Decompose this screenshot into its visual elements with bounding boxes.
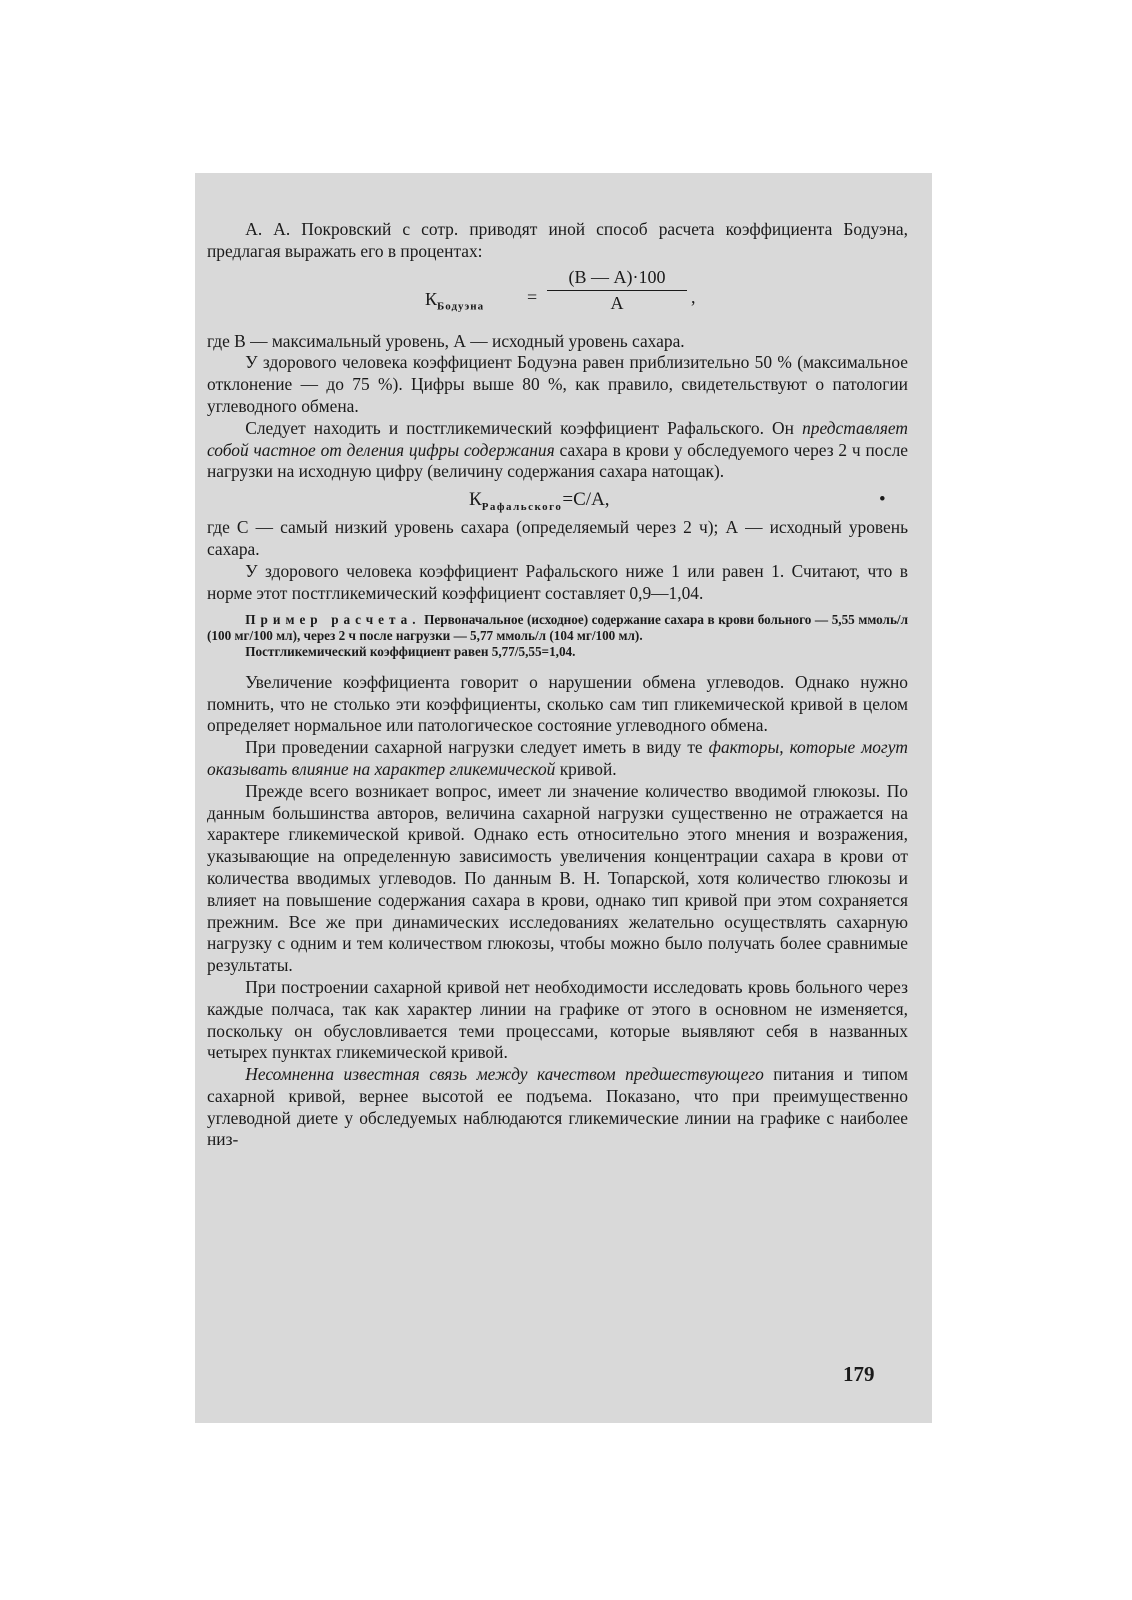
page-number: 179: [843, 1362, 875, 1386]
example-paragraph: [207, 612, 908, 644]
formula-baudouin-lhs: [425, 289, 484, 313]
rafalsky-intro-start: Следует находить и постгликемический коэффициент Рафальского. Он: [245, 417, 803, 438]
formula-baudouin-denominator: А: [610, 292, 624, 313]
calculation-example: [207, 612, 908, 659]
paragraph-sugar-curve: При построении сахарной кривой нет необходимости исследовать кровь больного через каждые полчаса, так как характер линии на графике от этого в основном не изменяется, поскольку он обусловливается теми процессами, которые выявляют себя в названных четырех пунктах гликемической кривой.: [207, 976, 908, 1063]
formula-rafalsky-expression: [469, 489, 610, 513]
rafalsky-intro-italic: представляет собой частное от деления цифры содержания: [207, 417, 908, 460]
rafalsky-intro-end: сахара в крови у обследуемого через 2 ч после нагрузки на исходную цифру (величину содержания сахара натощак).: [207, 439, 908, 482]
formula-rafalsky: [207, 483, 908, 517]
page-body: [207, 219, 908, 1151]
load-factors-italic: факторы, которые могут оказывать влияние на характер гликемической: [207, 737, 908, 779]
formula-rafalsky-rhs: =С/А,: [562, 489, 610, 511]
example-label: Пример расчета.: [245, 612, 421, 628]
paragraph-rafalsky-norm: У здорового человека коэффициент Рафальского ниже 1 или равен 1. Считают, что в норме этот постгликемический коэффициент составляет 0,9—1,04.: [207, 560, 908, 603]
load-factors-end: кривой.: [555, 758, 617, 779]
paragraph-load-factors: [207, 737, 908, 781]
paragraph-variables-c-a: где С — самый низкий уровень сахара (определяемый через 2 ч); А — исходный уровень сахара.: [207, 517, 908, 559]
book-page: [195, 173, 932, 1423]
example-text: Первоначальное (исходное) содержание сахара в крови больного — 5,55 ммоль/л (100 мг/100 мл), через 2 ч после нагрузки — 5,77 ммоль/л (104 мг/100 мл).: [207, 612, 908, 644]
load-factors-start: При проведении сахарной нагрузки следует иметь в виду те: [245, 737, 709, 758]
formula-baudouin: [207, 263, 908, 331]
formula-baudouin-numerator: (В — А)·100: [568, 266, 666, 287]
paragraph-rafalsky-intro: [207, 418, 908, 483]
formula-baudouin-fraction: [547, 267, 687, 314]
formula-baudouin-equals: =: [527, 286, 538, 307]
example-result: Постгликемический коэффициент равен 5,77/5,55=1,04.: [245, 643, 576, 659]
paragraph-baudouin-norm: У здорового человека коэффициент Бодуэна равен приблизительно 50 % (максимальное отклонение — до 75 %). Цифры выше 80 %, как правило, свидетельствуют о патологии углеводного обмена.: [207, 352, 908, 416]
paragraph-coefficient-increase: Увеличение коэффициента говорит о нарушении обмена углеводов. Однако нужно помнить, что не столько эти коэффициенты, сколько сам тип гликемической кривой в целом определяет нормальное или патологическое состояние углеводного обмена.: [207, 671, 908, 736]
paragraph-pokrovsky: А. А. Покровский с сотр. приводят иной способ расчета коэффициента Бодуэна, предлагая выражать его в процентах:: [207, 219, 908, 261]
formula-rafalsky-subscript: Рафальского: [481, 500, 563, 513]
formula-baudouin-comma: ,: [691, 286, 696, 307]
nutrition-rest: питания и типом сахарной кривой, вернее высотой ее подъема. Показано, что при преимущественно углеводной диете у обследуемых наблюдаются гликемические линии на графике с наиболее низ-: [207, 1064, 908, 1150]
paragraph-variables-b-a: где В — максимальный уровень, А — исходный уровень сахара.: [207, 330, 685, 351]
nutrition-italic: Несомненна известная связь между качеством предшествующего: [245, 1064, 764, 1085]
formula-rafalsky-symbol: К: [469, 489, 482, 511]
stray-dot-mark: •: [879, 489, 886, 511]
formula-baudouin-symbol: К: [425, 288, 438, 309]
paragraph-glucose-amount: Прежде всего возникает вопрос, имеет ли значение количество вводимой глюкозы. По данным большинства авторов, величина сахарной нагрузки существенно не отражается на характере гликемической кривой. Однако есть относительно этого мнения и возражения, указывающие на определенную зависимость увеличения концентрации сахара в крови от количества вводимых углеводов. По данным В. Н. Топарской, хотя количество глюкозы и влияет на повышение содержания сахара в крови, однако тип кривой при этом сохраняется прежним. Все же при динамических исследованиях желательно осуществлять сахарную нагрузку с одним и тем количеством глюкозы, чтобы можно было получать более сравнимые результаты.: [207, 780, 908, 976]
formula-baudouin-subscript: Бодуэна: [437, 300, 485, 313]
paragraph-nutrition: [207, 1064, 908, 1151]
